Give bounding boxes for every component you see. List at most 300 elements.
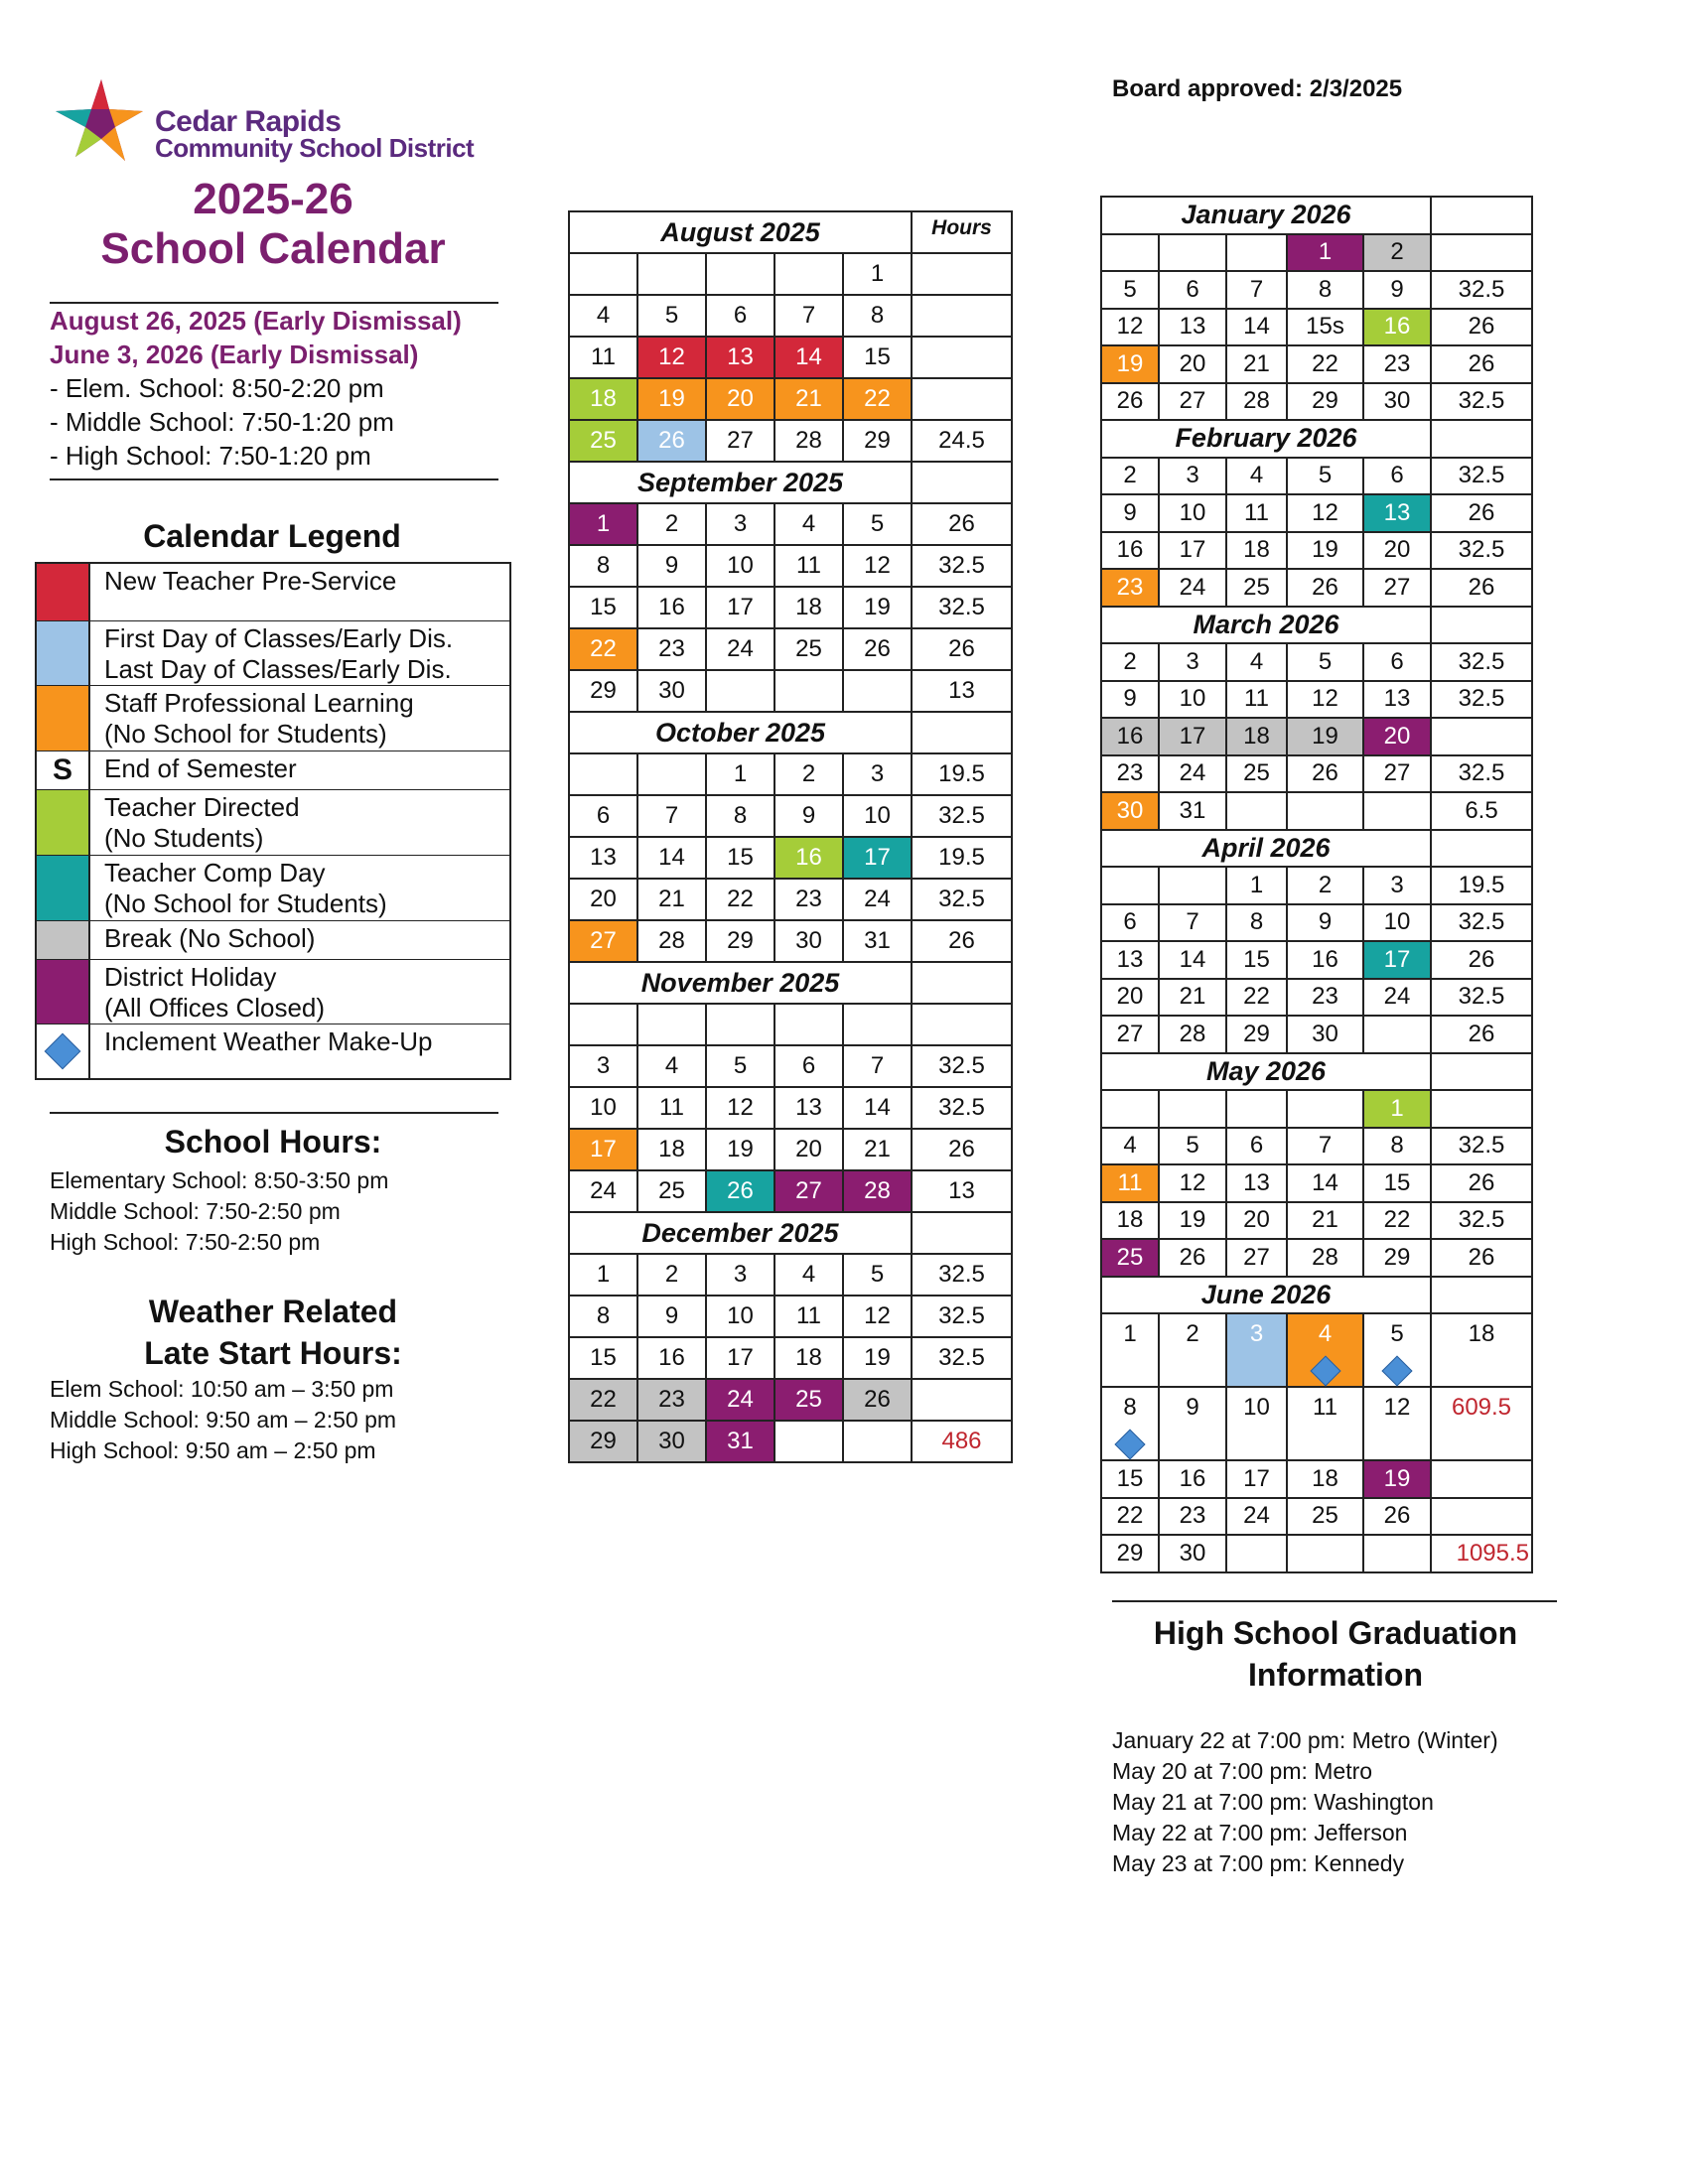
day-number: 2 bbox=[664, 510, 679, 537]
legend-label: Teacher Comp Day (No School for Students) bbox=[104, 858, 387, 918]
day-cell bbox=[843, 1004, 912, 1045]
day-number: 21 bbox=[1312, 1206, 1338, 1234]
hours-header bbox=[1431, 420, 1532, 458]
day-number: 5 bbox=[1318, 462, 1333, 489]
month-header: May 2026 bbox=[1101, 1053, 1431, 1091]
legend-item bbox=[37, 959, 509, 1024]
day-cell bbox=[1101, 1090, 1159, 1128]
day-cell bbox=[774, 503, 843, 545]
weather-late-start-title bbox=[50, 1291, 496, 1374]
day-number: 5 bbox=[1318, 647, 1333, 675]
day-number: 21 bbox=[1179, 983, 1206, 1011]
day-number: 4 bbox=[1123, 1132, 1137, 1160]
calendar-legend bbox=[35, 562, 511, 1080]
day-number: 21 bbox=[864, 1136, 891, 1162]
day-cell bbox=[1101, 271, 1159, 309]
school-hours-line: Middle School: 7:50-2:50 pm bbox=[50, 1198, 341, 1224]
day-cell bbox=[1101, 1535, 1159, 1572]
day-number: 15 bbox=[1383, 1168, 1411, 1196]
legend-swatch bbox=[37, 686, 90, 751]
day-cell bbox=[637, 545, 706, 587]
legend-label: Teacher Directed (No Students) bbox=[104, 792, 300, 853]
day-number: 19 bbox=[1312, 536, 1338, 564]
day-number: 10 bbox=[1383, 908, 1411, 936]
hours-cell: 24.5 bbox=[912, 420, 1012, 462]
day-number: 1 bbox=[1390, 1094, 1404, 1122]
legend-item bbox=[37, 920, 509, 959]
day-number: 20 bbox=[1383, 536, 1411, 564]
day-cell bbox=[843, 837, 912, 879]
day-number: 6 bbox=[1249, 1132, 1264, 1160]
day-cell bbox=[1159, 904, 1226, 942]
day-number: 2 bbox=[1390, 238, 1404, 266]
hours-header bbox=[912, 462, 1012, 503]
day-number: 8 bbox=[596, 552, 611, 579]
day-cell bbox=[1363, 309, 1431, 346]
week-row bbox=[1101, 1016, 1532, 1053]
week-row bbox=[569, 753, 1012, 795]
day-number: 28 bbox=[1312, 1243, 1338, 1271]
day-cell bbox=[706, 420, 774, 462]
day-cell bbox=[1287, 234, 1363, 272]
day-number: 25 bbox=[1243, 573, 1270, 601]
week-row bbox=[1101, 271, 1532, 309]
day-cell bbox=[569, 1254, 637, 1296]
day-cell bbox=[706, 253, 774, 295]
legend-item bbox=[37, 685, 509, 751]
week-row bbox=[569, 1421, 1012, 1462]
day-cell bbox=[774, 1337, 843, 1379]
day-number: 7 bbox=[801, 302, 816, 329]
day-number: 26 bbox=[1383, 1502, 1411, 1530]
day-number: 23 bbox=[1116, 759, 1144, 787]
day-cell bbox=[1159, 1239, 1226, 1277]
school-hours-title: School Hours: bbox=[164, 1124, 382, 1160]
day-cell bbox=[1226, 1128, 1287, 1165]
legend-label: Staff Professional Learning (No School for Students) bbox=[104, 688, 414, 749]
week-row bbox=[1101, 1313, 1532, 1387]
day-number: 15 bbox=[590, 1344, 617, 1371]
divider bbox=[50, 1112, 498, 1114]
day-cell bbox=[1287, 1202, 1363, 1240]
day-cell bbox=[569, 920, 637, 962]
day-cell bbox=[1363, 1387, 1431, 1460]
day-cell bbox=[1363, 569, 1431, 607]
calendar-aug-dec bbox=[568, 210, 1013, 1463]
day-cell bbox=[569, 253, 637, 295]
day-number: 9 bbox=[1318, 908, 1333, 936]
day-cell bbox=[569, 879, 637, 920]
day-cell bbox=[1287, 681, 1363, 719]
day-cell bbox=[637, 1087, 706, 1129]
day-number: 25 bbox=[658, 1177, 685, 1204]
day-number: 25 bbox=[1243, 759, 1270, 787]
graduation-list bbox=[1112, 1725, 1498, 1879]
week-row bbox=[1101, 1202, 1532, 1240]
day-number: 6 bbox=[801, 1052, 816, 1079]
hours-cell: 19.5 bbox=[912, 837, 1012, 879]
week-row bbox=[569, 1087, 1012, 1129]
day-cell bbox=[1287, 1164, 1363, 1202]
day-cell bbox=[706, 1296, 774, 1337]
day-number: 27 bbox=[1243, 1243, 1270, 1271]
day-number: 29 bbox=[727, 927, 754, 954]
hours-cell: 26 bbox=[1431, 309, 1532, 346]
day-number: 6 bbox=[1390, 462, 1404, 489]
day-cell bbox=[1159, 532, 1226, 570]
month-header: January 2026 bbox=[1101, 197, 1431, 234]
day-number: 14 bbox=[795, 343, 822, 370]
day-number: 19 bbox=[658, 385, 685, 412]
day-cell bbox=[1287, 1016, 1363, 1053]
hours-header bbox=[1431, 197, 1532, 234]
day-number: 5 bbox=[1390, 1320, 1404, 1347]
day-cell bbox=[1159, 979, 1226, 1017]
hours-cell: 32.5 bbox=[1431, 383, 1532, 421]
day-cell bbox=[1363, 494, 1431, 532]
day-cell bbox=[774, 337, 843, 378]
hours-cell: 32.5 bbox=[1431, 979, 1532, 1017]
day-number: 12 bbox=[864, 552, 891, 579]
divider bbox=[50, 478, 498, 480]
day-number: 30 bbox=[1179, 1539, 1206, 1567]
day-number: 5 bbox=[870, 1261, 885, 1288]
legend-label: Inclement Weather Make-Up bbox=[104, 1026, 433, 1056]
day-number: 22 bbox=[590, 1386, 617, 1413]
day-cell bbox=[1363, 941, 1431, 979]
hours-cell: 32.5 bbox=[1431, 681, 1532, 719]
day-number: 29 bbox=[1383, 1243, 1411, 1271]
day-cell bbox=[843, 1379, 912, 1421]
day-cell bbox=[706, 295, 774, 337]
day-cell bbox=[843, 1129, 912, 1170]
day-cell bbox=[1159, 1090, 1226, 1128]
day-number: 27 bbox=[1179, 387, 1206, 415]
hours-header: Hours bbox=[912, 211, 1012, 253]
day-number: 30 bbox=[795, 927, 822, 954]
day-cell bbox=[1226, 1239, 1287, 1277]
day-number: 9 bbox=[664, 1302, 679, 1329]
day-cell bbox=[637, 628, 706, 670]
day-cell bbox=[706, 378, 774, 420]
day-cell bbox=[1363, 867, 1431, 904]
day-number: 8 bbox=[596, 1302, 611, 1329]
dismissal-time: - High School: 7:50-1:20 pm bbox=[50, 441, 371, 471]
day-cell bbox=[637, 1170, 706, 1212]
month-header: June 2026 bbox=[1101, 1277, 1431, 1314]
day-number: 22 bbox=[864, 385, 891, 412]
day-number: 1 bbox=[596, 1261, 611, 1288]
day-cell bbox=[1287, 1460, 1363, 1498]
day-number: 20 bbox=[1116, 983, 1144, 1011]
day-cell bbox=[1287, 458, 1363, 495]
day-number: 19 bbox=[864, 594, 891, 620]
week-row bbox=[569, 879, 1012, 920]
day-number: 27 bbox=[1383, 759, 1411, 787]
day-cell bbox=[843, 1296, 912, 1337]
day-cell bbox=[1287, 904, 1363, 942]
day-cell bbox=[1101, 234, 1159, 272]
day-cell bbox=[1226, 1535, 1287, 1572]
week-row bbox=[569, 253, 1012, 295]
day-cell bbox=[1101, 569, 1159, 607]
day-cell bbox=[1287, 309, 1363, 346]
day-cell bbox=[1363, 643, 1431, 681]
day-number: 29 bbox=[1243, 1020, 1270, 1047]
day-number: 8 bbox=[870, 302, 885, 329]
day-cell bbox=[637, 1296, 706, 1337]
day-number: 17 bbox=[1383, 945, 1411, 973]
day-cell bbox=[637, 1045, 706, 1087]
month-header: April 2026 bbox=[1101, 830, 1431, 868]
legend-symbol bbox=[37, 751, 90, 789]
day-cell bbox=[843, 670, 912, 712]
day-number: 11 bbox=[796, 552, 821, 579]
day-cell bbox=[774, 1421, 843, 1462]
day-cell bbox=[1287, 1535, 1363, 1572]
graduation-title-line: Information bbox=[1248, 1657, 1423, 1693]
day-cell bbox=[774, 837, 843, 879]
day-number: 10 bbox=[1179, 685, 1206, 713]
day-number: 25 bbox=[1312, 1502, 1338, 1530]
day-number: 22 bbox=[1243, 983, 1270, 1011]
day-cell bbox=[706, 1004, 774, 1045]
diamond-icon bbox=[1310, 1355, 1340, 1386]
hours-cell bbox=[912, 1004, 1012, 1045]
day-number: 9 bbox=[1390, 275, 1404, 303]
day-number: 19 bbox=[1383, 1464, 1411, 1492]
day-cell bbox=[1101, 532, 1159, 570]
day-cell bbox=[637, 1129, 706, 1170]
hours-cell bbox=[1431, 1090, 1532, 1128]
day-cell bbox=[1287, 494, 1363, 532]
day-cell bbox=[843, 1254, 912, 1296]
legend-label: Break (No School) bbox=[104, 923, 316, 953]
day-cell bbox=[569, 295, 637, 337]
week-row bbox=[569, 420, 1012, 462]
day-cell bbox=[706, 1254, 774, 1296]
day-number: 19 bbox=[727, 1136, 754, 1162]
day-cell bbox=[706, 1045, 774, 1087]
day-cell bbox=[637, 1337, 706, 1379]
day-cell bbox=[1287, 867, 1363, 904]
day-cell bbox=[637, 837, 706, 879]
week-row bbox=[1101, 1387, 1532, 1460]
hours-cell: 26 bbox=[1431, 941, 1532, 979]
day-number: 10 bbox=[727, 552, 754, 579]
day-cell bbox=[1101, 643, 1159, 681]
day-cell bbox=[1159, 681, 1226, 719]
day-cell bbox=[1226, 1313, 1287, 1387]
hours-cell: 32.5 bbox=[912, 795, 1012, 837]
hours-header bbox=[912, 1212, 1012, 1254]
day-number: 22 bbox=[727, 886, 754, 912]
day-number: 4 bbox=[801, 1261, 816, 1288]
day-cell bbox=[843, 1087, 912, 1129]
legend-swatch bbox=[37, 621, 90, 685]
week-row bbox=[569, 1296, 1012, 1337]
day-cell bbox=[1287, 1313, 1363, 1387]
graduation-item: May 23 at 7:00 pm: Kennedy bbox=[1112, 1850, 1405, 1876]
day-number: 24 bbox=[1179, 573, 1206, 601]
hours-cell bbox=[1431, 1498, 1532, 1536]
day-number: 26 bbox=[1116, 387, 1144, 415]
day-cell bbox=[1226, 1498, 1287, 1536]
day-number: 4 bbox=[1249, 647, 1264, 675]
day-number: 3 bbox=[1186, 647, 1199, 675]
day-cell bbox=[843, 1421, 912, 1462]
day-number: 12 bbox=[1179, 1168, 1206, 1196]
day-number: 28 bbox=[1243, 387, 1270, 415]
week-row bbox=[1101, 681, 1532, 719]
day-cell bbox=[1226, 383, 1287, 421]
day-number: 17 bbox=[590, 1136, 617, 1162]
day-number: 14 bbox=[864, 1094, 891, 1121]
day-number: 8 bbox=[1249, 908, 1264, 936]
day-cell bbox=[1363, 383, 1431, 421]
day-cell bbox=[1101, 309, 1159, 346]
school-hours-line: Elementary School: 8:50-3:50 pm bbox=[50, 1167, 389, 1193]
day-cell bbox=[1101, 494, 1159, 532]
day-cell bbox=[706, 337, 774, 378]
day-cell bbox=[1287, 345, 1363, 383]
week-row bbox=[1101, 904, 1532, 942]
day-cell bbox=[1226, 1016, 1287, 1053]
day-cell bbox=[1363, 1128, 1431, 1165]
day-number: 15 bbox=[864, 343, 891, 370]
day-cell bbox=[1159, 755, 1226, 793]
day-cell bbox=[1159, 345, 1226, 383]
day-cell bbox=[569, 420, 637, 462]
legend-label: First Day of Classes/Early Dis. Last Day of Classes/Early Dis. bbox=[104, 623, 454, 684]
day-cell bbox=[569, 837, 637, 879]
legend-label: District Holiday (All Offices Closed) bbox=[104, 962, 326, 1023]
day-cell bbox=[843, 1045, 912, 1087]
day-cell bbox=[637, 753, 706, 795]
day-cell bbox=[843, 628, 912, 670]
hours-cell bbox=[912, 378, 1012, 420]
week-row bbox=[1101, 1239, 1532, 1277]
day-cell bbox=[843, 1170, 912, 1212]
week-row bbox=[1101, 532, 1532, 570]
logo-text-line2: Community School District bbox=[155, 133, 475, 163]
day-number: 3 bbox=[1249, 1320, 1264, 1347]
hours-cell bbox=[912, 295, 1012, 337]
week-row bbox=[1101, 383, 1532, 421]
day-number: 1 bbox=[870, 260, 885, 287]
day-number: 5 bbox=[664, 302, 679, 329]
day-cell bbox=[706, 670, 774, 712]
day-number: 7 bbox=[1186, 908, 1199, 936]
week-row bbox=[1101, 1164, 1532, 1202]
day-cell bbox=[843, 295, 912, 337]
day-cell bbox=[1101, 1202, 1159, 1240]
day-cell bbox=[1363, 681, 1431, 719]
day-number: 16 bbox=[1179, 1464, 1206, 1492]
day-number: 29 bbox=[864, 427, 891, 454]
hours-cell: 32.5 bbox=[912, 879, 1012, 920]
day-cell bbox=[1101, 458, 1159, 495]
day-cell bbox=[637, 587, 706, 628]
day-cell bbox=[1159, 1164, 1226, 1202]
day-cell bbox=[637, 503, 706, 545]
week-row bbox=[569, 1379, 1012, 1421]
hours-header bbox=[1431, 1277, 1532, 1314]
day-number: 10 bbox=[590, 1094, 617, 1121]
month-header: February 2026 bbox=[1101, 420, 1431, 458]
day-cell bbox=[1101, 1498, 1159, 1536]
day-cell bbox=[774, 670, 843, 712]
day-cell bbox=[637, 420, 706, 462]
day-number: 26 bbox=[1179, 1243, 1206, 1271]
day-cell bbox=[569, 1379, 637, 1421]
day-cell bbox=[1287, 792, 1363, 830]
day-number: 4 bbox=[664, 1052, 679, 1079]
day-cell bbox=[1363, 234, 1431, 272]
day-number: 21 bbox=[1243, 349, 1270, 377]
day-number: 11 bbox=[1244, 685, 1269, 713]
district-logo bbox=[50, 73, 506, 169]
day-cell bbox=[1101, 755, 1159, 793]
day-number: 29 bbox=[1312, 387, 1338, 415]
day-cell bbox=[569, 628, 637, 670]
day-cell bbox=[1363, 345, 1431, 383]
day-cell bbox=[1101, 681, 1159, 719]
day-cell bbox=[1159, 1460, 1226, 1498]
day-number: 4 bbox=[1249, 462, 1264, 489]
day-number: 13 bbox=[1179, 313, 1206, 341]
day-cell bbox=[706, 628, 774, 670]
graduation-item: May 22 at 7:00 pm: Jefferson bbox=[1112, 1820, 1408, 1845]
hours-cell: 26 bbox=[1431, 345, 1532, 383]
day-number: 24 bbox=[727, 1386, 754, 1413]
day-cell bbox=[706, 795, 774, 837]
day-cell bbox=[774, 1254, 843, 1296]
legend-item bbox=[37, 564, 509, 620]
day-cell bbox=[1363, 1090, 1431, 1128]
day-number: 24 bbox=[1383, 983, 1411, 1011]
day-cell bbox=[706, 837, 774, 879]
week-row bbox=[569, 587, 1012, 628]
day-number: 8 bbox=[1123, 1394, 1137, 1421]
day-cell bbox=[1226, 569, 1287, 607]
day-number: 18 bbox=[590, 385, 617, 412]
day-number: 25 bbox=[1116, 1243, 1144, 1271]
week-row bbox=[1101, 309, 1532, 346]
day-number: 19 bbox=[1179, 1206, 1206, 1234]
week-row bbox=[1101, 1535, 1532, 1572]
day-number: 4 bbox=[801, 510, 816, 537]
day-number: 9 bbox=[664, 552, 679, 579]
week-row bbox=[569, 1129, 1012, 1170]
week-row bbox=[569, 1337, 1012, 1379]
day-cell bbox=[1363, 979, 1431, 1017]
day-number: 22 bbox=[1116, 1502, 1144, 1530]
page-title: School Calendar bbox=[100, 224, 446, 273]
semester-symbol: S bbox=[52, 753, 72, 786]
day-cell bbox=[637, 1421, 706, 1462]
day-cell bbox=[706, 1170, 774, 1212]
week-row bbox=[569, 837, 1012, 879]
day-cell bbox=[843, 587, 912, 628]
day-cell bbox=[706, 1087, 774, 1129]
day-cell bbox=[1159, 309, 1226, 346]
day-number: 31 bbox=[864, 927, 891, 954]
week-row bbox=[569, 670, 1012, 712]
day-cell bbox=[569, 1421, 637, 1462]
graduation-item: May 20 at 7:00 pm: Metro bbox=[1112, 1758, 1373, 1784]
day-cell bbox=[1363, 1016, 1431, 1053]
